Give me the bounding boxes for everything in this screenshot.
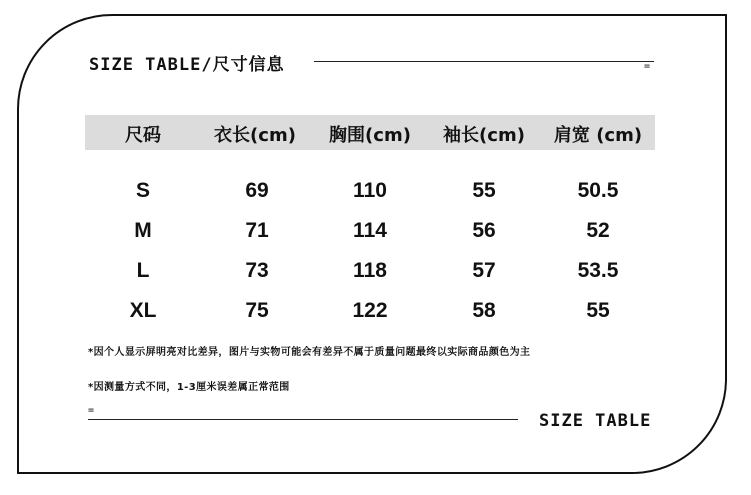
page-title: SIZE TABLE/尺寸信息: [89, 55, 285, 75]
title-rule: [314, 61, 654, 62]
table-cell: 52: [586, 219, 610, 242]
header-shoulder: 肩宽 (cm): [553, 125, 643, 146]
footer-title: SIZE TABLE: [539, 411, 652, 431]
footer-rule: [88, 419, 518, 420]
table-cell: L: [136, 259, 150, 282]
table-cell: 50.5: [577, 179, 619, 202]
note-display-difference: *因个人显示屏明亮对比差异，图片与实物可能会有差异不属于质量问题最终以实际商品颜色为主: [88, 347, 531, 358]
table-cell: 55: [472, 179, 496, 202]
bottom-double-dash: =: [88, 405, 95, 416]
table-cell: 58: [472, 299, 496, 322]
table-cell: 122: [352, 299, 388, 322]
size-table-card: [17, 14, 727, 474]
header-length: 衣长(cm): [214, 125, 296, 146]
header-size: 尺码: [125, 125, 161, 146]
table-cell: 53.5: [577, 259, 619, 282]
table-cell: 57: [472, 259, 496, 282]
header-chest: 胸围(cm): [329, 125, 411, 146]
table-cell: M: [134, 219, 152, 242]
table-cell: 114: [353, 219, 387, 242]
header-sleeve: 袖长(cm): [443, 125, 525, 146]
table-cell: 110: [353, 179, 387, 202]
table-cell: 118: [353, 259, 387, 282]
table-cell: 71: [245, 219, 269, 242]
table-cell: 69: [245, 179, 269, 202]
note-measurement-tolerance: *因测量方式不同，1-3厘米误差属正常范围: [88, 382, 290, 393]
table-cell: 56: [472, 219, 496, 242]
table-cell: 55: [586, 299, 610, 322]
table-cell: 73: [245, 259, 269, 282]
table-cell: S: [135, 179, 151, 202]
table-cell: XL: [129, 299, 157, 322]
top-double-dash: =: [644, 61, 651, 72]
table-cell: 75: [245, 299, 269, 322]
